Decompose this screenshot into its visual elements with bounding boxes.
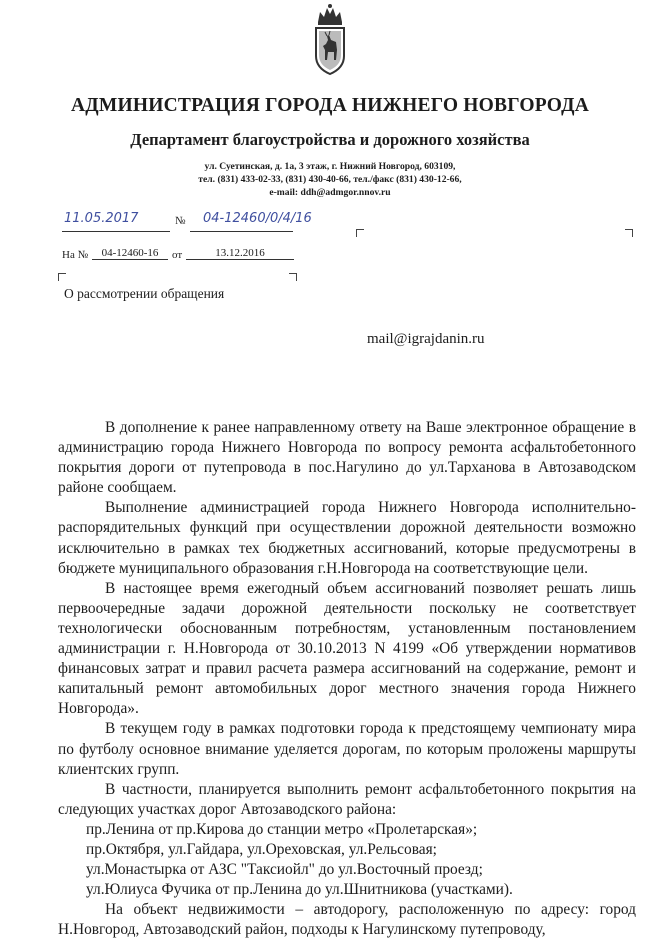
subject-corner-left bbox=[58, 273, 66, 281]
recipient-email: mail@igrajdanin.ru bbox=[367, 331, 485, 347]
address-block-corner-left bbox=[356, 229, 364, 237]
list-item: ул.Юлиуса Фучика от пр.Ленина до ул.Шнитникова (участками). bbox=[86, 881, 513, 899]
department-title: Департамент благоустройства и дорожного хозяйства bbox=[130, 130, 530, 149]
organization-title: АДМИНИСТРАЦИЯ ГОРОДА НИЖНЕГО НОВГОРОДА bbox=[70, 95, 590, 116]
paragraph: Выполнение администрацией города Нижнего Новгорода исполнительно-распорядительных функций при осуществлении дорожной деятельности возможно исключительно в рамках тех бюджетных ассигнований, которые предусмотрены в бюджете муниципального образования г.Н.Новгорода на соответствующие цели. bbox=[58, 499, 636, 577]
address-line: ул. Суетинская, д. 1а, 3 этаж, г. Нижний Новгород, 603109, bbox=[204, 161, 456, 172]
paragraph: В дополнение к ранее направленному ответу на Ваше электронное обращение в администрацию города Нижнего Новгорода по вопросу ремонта асфальтобетонного покрытия дороги от путепровода в пос.Нагулино до ул.Тарханова в Автозаводском районе сообщаем. bbox=[58, 419, 636, 497]
registration-date-underline bbox=[62, 231, 170, 232]
list-item: ул.Монастырка от АЗС "Таксиойл" до ул.Восточный проезд; bbox=[86, 861, 483, 879]
email-line: e-mail: ddh@admgor.nnov.ru bbox=[269, 187, 391, 198]
address-block-corner-right bbox=[625, 229, 633, 237]
list-item: пр.Октября, ул.Гайдара, ул.Ореховская, ул.Рельсовая; bbox=[86, 840, 437, 858]
reference-date: 13.12.2016 bbox=[186, 247, 294, 260]
registration-date: 11.05.2017 bbox=[64, 211, 139, 226]
phone-line: тел. (831) 433-02-33, (831) 430-40-66, тел./факс (831) 430-12-66, bbox=[198, 174, 462, 185]
paragraph: В текущем году в рамках подготовки города к предстоящему чемпионату мира по футболу основное внимание уделяется дорогам, по которым проложены маршруты клиентских групп. bbox=[58, 720, 636, 778]
subject-corner-right bbox=[289, 273, 297, 281]
list-item: пр.Ленина от пр.Кирова до станции метро «Пролетарская»; bbox=[86, 820, 478, 838]
letter-subject: О рассмотрении обращения bbox=[64, 286, 225, 301]
paragraph: В частности, планируется выполнить ремонт асфальтобетонного покрытия на следующих участках дорог Автозаводского района: bbox=[58, 780, 636, 818]
city-coat-of-arms-icon bbox=[308, 0, 352, 80]
reference-date-label: от bbox=[172, 249, 183, 261]
paragraph: В настоящее время ежегодный объем ассигнований позволяет решать лишь первоочередные задачи дорожной деятельности поскольку не соответствует технологически обоснованным потребностям, установленным постановлением администрации г. Н.Новгорода от 30.10.2013 N 4199 «Об утверждении нормативов финансовых затрат и правил расчета размера ассигнований на содержание, ремонт и капитальный ремонт автомобильных дорог местного значения города Нижнего Новгорода». bbox=[58, 579, 636, 718]
reference-number-label: На № bbox=[62, 249, 89, 261]
registration-number-underline bbox=[190, 231, 293, 232]
registration-number-label: № bbox=[175, 215, 186, 227]
reference-number: 04-12460-16 bbox=[92, 247, 168, 260]
paragraph: На объект недвижимости – автодорогу, расположенную по адресу: город Н.Новгород, Автозаводский район, подходы к Нагулинскому путепроводу, bbox=[58, 901, 636, 939]
registration-number: 04-12460/0/4/16 bbox=[203, 211, 312, 226]
letter-body bbox=[58, 418, 636, 940]
